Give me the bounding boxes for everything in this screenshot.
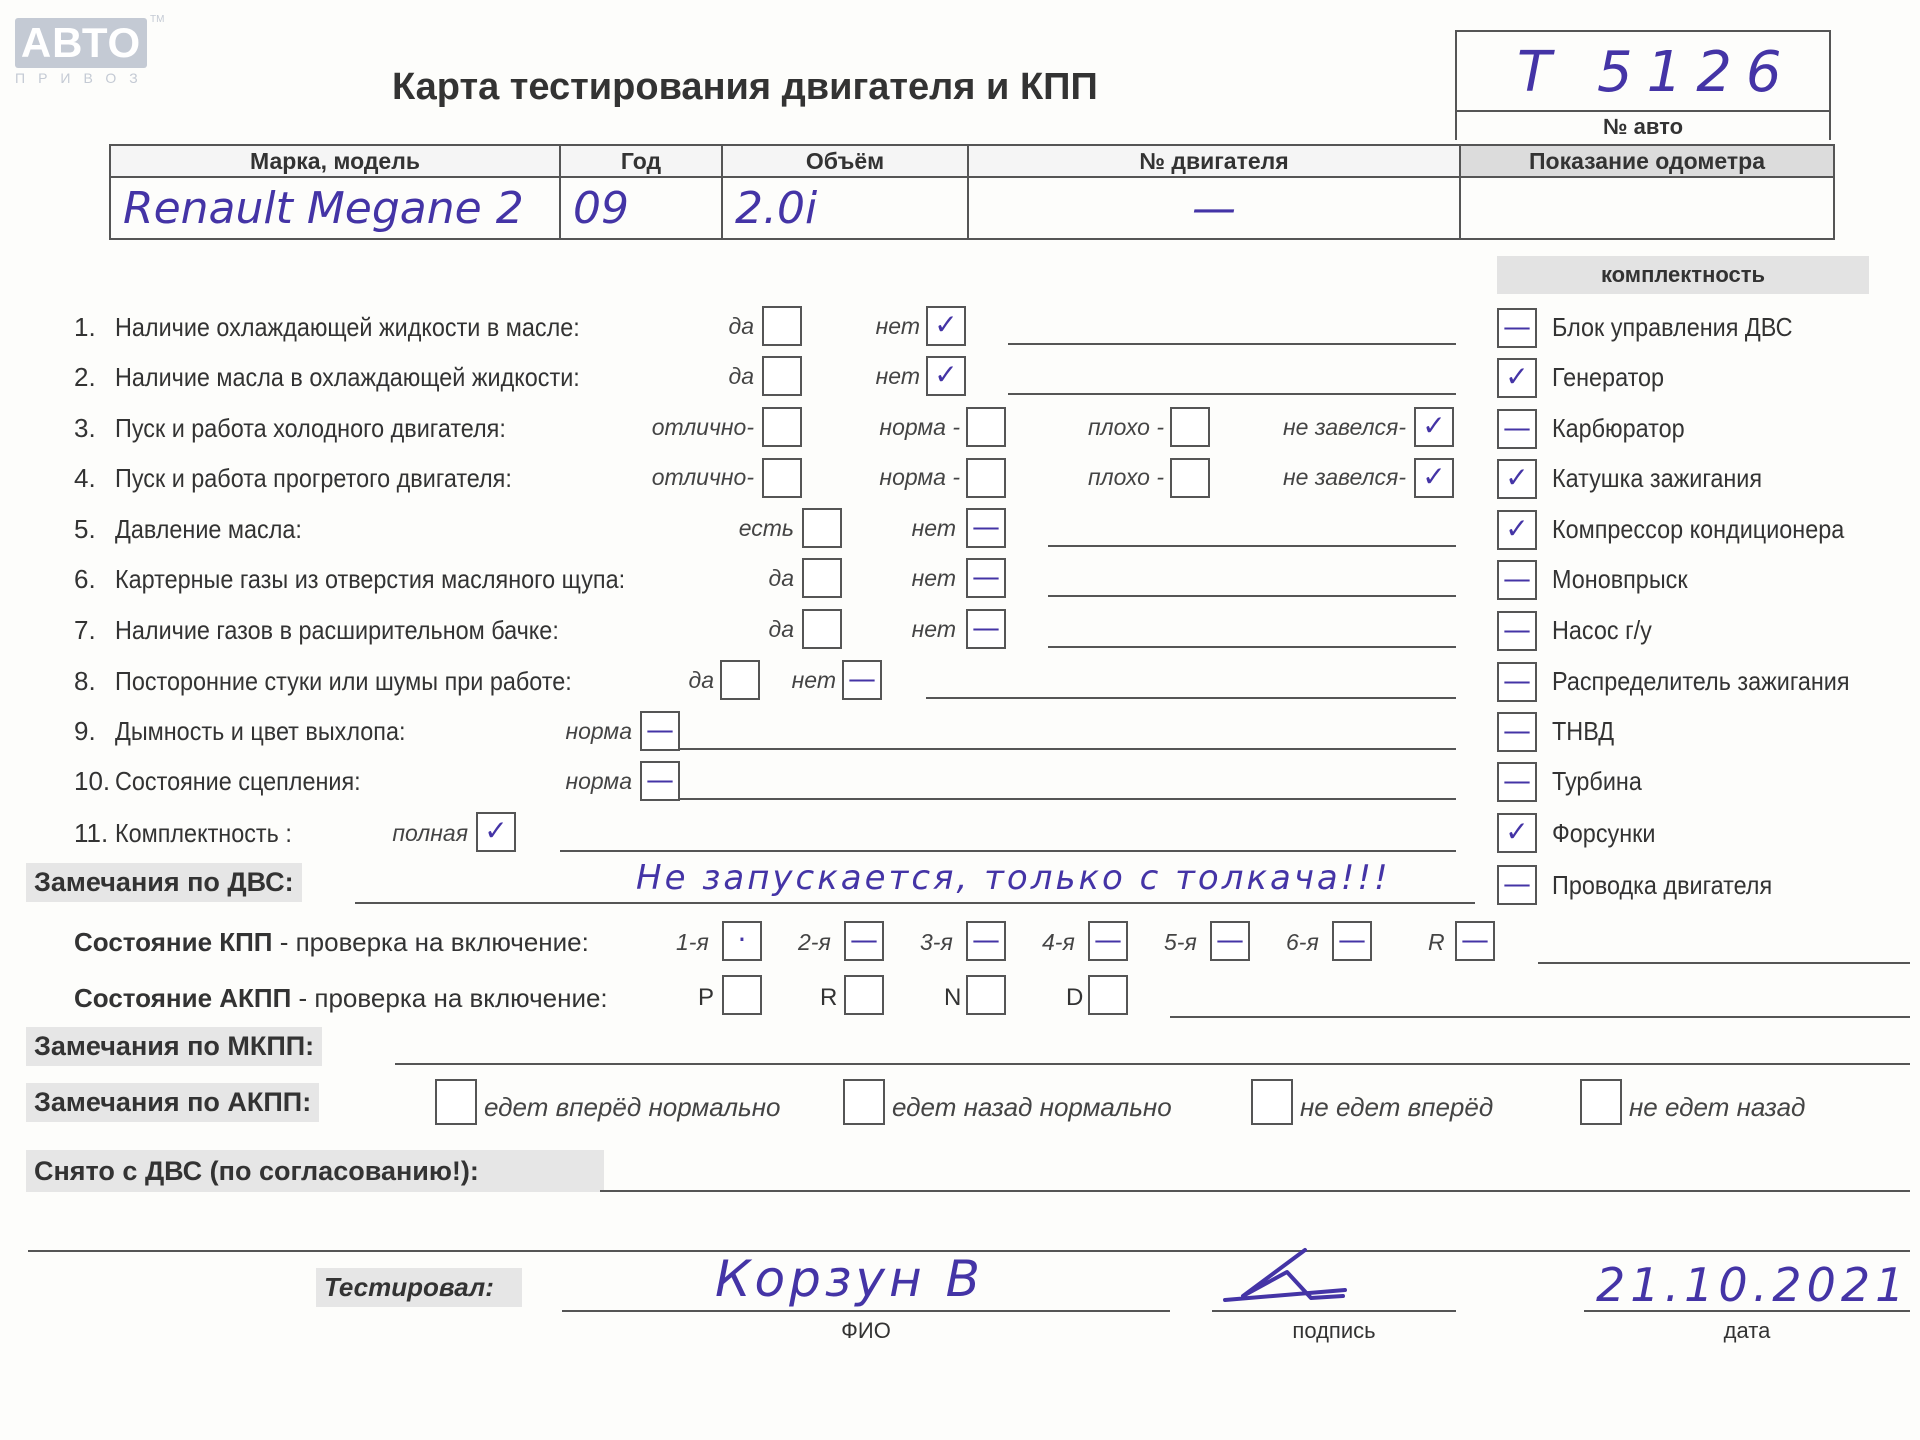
option-label: нет [911,565,956,591]
completeness-item-label: Насос г/у [1552,615,1652,645]
gear-label: 4-я [1042,929,1075,955]
completeness-item-label: Проводка двигателя [1552,870,1773,900]
engine-number-value: — [968,177,1460,239]
option-label: есть [738,515,794,541]
removed-line[interactable] [600,1190,1910,1192]
checkbox-yes[interactable] [762,356,802,396]
option-label: полная [392,820,468,846]
car-id-value: T 5126 [1517,40,1796,105]
signature-caption: подпись [1292,1318,1376,1343]
header-year: Год [560,145,722,177]
logo: АВТО [15,18,147,68]
akpp-option-label: не едет вперёд [1300,1092,1494,1122]
mkpp-remarks-label: Замечания по МКПП: [26,1027,322,1066]
checkbox-generator[interactable]: ✓ [1497,358,1537,398]
checkbox-no[interactable]: ✓ [926,306,966,346]
akpp-option-label: едет вперёд нормально [484,1092,781,1122]
logo-trademark: TM [150,14,165,25]
row-label: Наличие охлаждающей жидкости в масле: [115,312,580,342]
date-line [1584,1310,1910,1312]
volume-value: 2.0i [722,177,968,239]
completeness-item-label: Катушка зажигания [1552,463,1763,493]
akpp-option-label: не едет назад [1629,1092,1806,1122]
row-number: 7. [74,615,96,645]
checkbox-distributor[interactable]: — [1497,662,1537,702]
gear-label: 3-я [920,929,953,955]
note-line[interactable] [1008,393,1456,395]
option-label: нет [911,616,956,642]
akpp-label-bold: Состояние АКПП [74,983,292,1013]
row-label: Состояние сцепления: [115,766,361,796]
header-odometer: Показание одометра [1460,145,1834,177]
row-label: Наличие газов в расширительном бачке: [115,615,559,645]
date-caption: дата [1723,1318,1771,1343]
row-label: Пуск и работа холодного двигателя: [115,413,506,443]
completeness-item-label: Карбюратор [1552,413,1685,443]
option-label: плохо - [1088,464,1164,490]
row-number: 11. [74,818,109,848]
gear-4-checkbox[interactable]: — [1088,921,1128,961]
checkbox-bad[interactable] [1170,458,1210,498]
completeness-item-label: ТНВД [1552,716,1615,746]
name-caption: ФИО [841,1318,891,1343]
checkbox-bad[interactable] [1170,407,1210,447]
akpp-r-checkbox[interactable] [844,975,884,1015]
option-label: норма [565,768,632,794]
option-label: норма - [879,464,960,490]
row-label: Наличие масла в охлаждающей жидкости: [115,362,580,392]
note-line[interactable] [1008,343,1456,345]
row-number: 8. [74,666,96,696]
checkbox-yes[interactable] [802,508,842,548]
checkbox-power-steering-pump[interactable]: — [1497,611,1537,651]
akpp-p-checkbox[interactable] [722,975,762,1015]
checkbox-no[interactable]: — [966,558,1006,598]
completeness-item-label: Моновпрыск [1552,564,1688,594]
checkbox-no[interactable]: — [966,508,1006,548]
row-label: Посторонние стуки или шумы при работе: [115,666,572,696]
checkbox-no-forward[interactable] [1251,1079,1293,1125]
option-label: нет [875,313,920,339]
date-value[interactable]: 21.10.2021 [1596,1258,1910,1312]
akpp-d-checkbox[interactable] [1088,975,1128,1015]
gear-label: 5-я [1164,929,1197,955]
checkbox-normal[interactable]: — [640,711,680,751]
option-label: плохо - [1088,414,1164,440]
note-line[interactable] [560,850,1456,852]
row-number: 3. [74,413,96,443]
tested-by-label: Тестировал: [316,1268,522,1307]
checkbox-yes[interactable] [762,306,802,346]
signature-line [1212,1310,1456,1312]
checkbox-forward-ok[interactable] [435,1079,477,1125]
row-label: Картерные газы из отверстия масляного щупа: [115,564,626,594]
akpp-gear-label: N [944,984,962,1011]
checkbox-yes[interactable] [720,660,760,700]
checkbox-not-started[interactable]: ✓ [1414,458,1454,498]
odometer-value [1460,177,1834,239]
akpp-option-label: едет назад нормально [892,1092,1172,1122]
header-make-model: Марка, модель [110,145,560,177]
name-line [562,1310,1170,1312]
option-label: да [728,363,754,389]
checkbox-no-reverse[interactable] [1580,1079,1622,1125]
option-label: да [688,667,714,693]
row-number: 2. [74,362,96,392]
completeness-item-label: Распределитель зажигания [1552,666,1850,696]
note-line[interactable] [680,798,1456,800]
checkbox-normal[interactable]: — [640,761,680,801]
checkbox-turbo[interactable]: — [1497,762,1537,802]
checkbox-normal[interactable] [966,458,1006,498]
checkbox-normal[interactable] [966,407,1006,447]
checkbox-full[interactable]: ✓ [476,812,516,852]
car-id-box [1455,30,1831,112]
row-label: Дымность и цвет выхлопа: [115,716,406,746]
checkbox-mono-injection[interactable]: — [1497,560,1537,600]
completeness-item-label: Генератор [1552,362,1665,392]
completeness-item-label: Компрессор кондиционера [1552,514,1845,544]
option-label: нет [875,363,920,389]
row-label: Комплектность : [115,818,292,848]
akpp-gear-label: R [820,984,838,1011]
gear-2-checkbox[interactable]: — [844,921,884,961]
gear-6-checkbox[interactable]: — [1332,921,1372,961]
signature-mark[interactable] [1215,1244,1355,1308]
row-number: 6. [74,564,96,594]
gear-r-checkbox[interactable]: — [1455,921,1495,961]
checkbox-injectors[interactable]: ✓ [1497,813,1537,853]
mkpp-remarks-line[interactable] [395,1063,1910,1065]
gear-5-checkbox[interactable]: — [1210,921,1250,961]
gear-label: 6-я [1286,929,1319,955]
row-number: 9. [74,716,96,746]
checkbox-carburetor[interactable]: — [1497,409,1537,449]
option-label: да [728,313,754,339]
car-info-table [109,144,1835,240]
year-value: 09 [560,177,722,239]
checkbox-yes[interactable] [802,558,842,598]
tester-name-value[interactable]: Корзун В [715,1250,984,1308]
checkbox-not-started[interactable]: ✓ [1414,407,1454,447]
option-label: не завелся- [1282,414,1406,440]
gear-label: 1-я [676,929,709,955]
note-line[interactable] [1048,646,1456,648]
checkbox-injection-pump[interactable]: — [1497,712,1537,752]
row-number: 5. [74,514,96,544]
checkbox-no[interactable]: — [966,609,1006,649]
option-label: нет [791,667,836,693]
note-line[interactable] [926,697,1456,699]
option-label: норма - [879,414,960,440]
header-engine-number: № двигателя [968,145,1460,177]
row-label: Давление масла: [115,514,302,544]
kpp-note-line[interactable] [1538,962,1910,964]
checkbox-excellent[interactable] [762,458,802,498]
kpp-label [74,927,589,958]
gear-3-checkbox[interactable]: — [966,921,1006,961]
checkbox-yes[interactable] [802,609,842,649]
row-label: Пуск и работа прогретого двигателя: [115,463,512,493]
akpp-note-line[interactable] [1170,1016,1910,1018]
kpp-label-rest: - проверка на включение: [272,927,589,957]
completeness-item-label: Форсунки [1552,818,1656,848]
completeness-item-label: Турбина [1552,766,1642,796]
option-label: не завелся- [1282,464,1406,490]
make-model-value: Renault Megane 2 [110,177,560,239]
checkbox-wiring[interactable]: — [1497,865,1537,905]
removed-label: Снято с ДВС (по согласованию!): [26,1150,604,1192]
engine-remarks-label: Замечания по ДВС: [26,863,302,902]
akpp-remarks-label: Замечания по АКПП: [26,1083,319,1122]
engine-remarks-value[interactable]: Не запускается, только с толкача!!! [636,858,1391,898]
checkbox-ac-compressor[interactable]: ✓ [1497,510,1537,550]
checkbox-excellent[interactable] [762,407,802,447]
akpp-label [74,983,608,1014]
checkbox-ecu[interactable]: — [1497,308,1537,348]
option-label: нет [911,515,956,541]
row-number: 10. [74,766,111,796]
option-label: да [768,616,794,642]
akpp-gear-label: D [1066,984,1084,1011]
checkbox-no[interactable]: ✓ [926,356,966,396]
akpp-label-rest: - проверка на включение: [291,983,608,1013]
kpp-label-bold: Состояние КПП [74,927,273,957]
checkbox-ignition-coil[interactable]: ✓ [1497,459,1537,499]
completeness-header: комплектность [1497,256,1869,294]
note-line[interactable] [1048,595,1456,597]
checkbox-reverse-ok[interactable] [843,1079,885,1125]
option-label: норма [565,718,632,744]
note-line[interactable] [680,748,1456,750]
option-label: отлично- [651,414,754,440]
row-number: 4. [74,463,96,493]
header-volume: Объём [722,145,968,177]
car-id-label: № авто [1455,110,1831,140]
checkbox-no[interactable]: — [842,660,882,700]
akpp-n-checkbox[interactable] [966,975,1006,1015]
option-label: отлично- [651,464,754,490]
logo-subtitle: ПРИВОЗ [15,70,151,86]
gear-1-checkbox[interactable]: · [722,921,762,961]
note-line[interactable] [1048,545,1456,547]
akpp-gear-label: P [698,984,715,1011]
gear-label: 2-я [798,929,831,955]
engine-remarks-line [355,902,1475,904]
page-title: Карта тестирования двигателя и КПП [392,66,1098,108]
option-label: да [768,565,794,591]
completeness-item-label: Блок управления ДВС [1552,312,1793,342]
gear-label: R [1428,929,1445,955]
row-number: 1. [74,312,96,342]
